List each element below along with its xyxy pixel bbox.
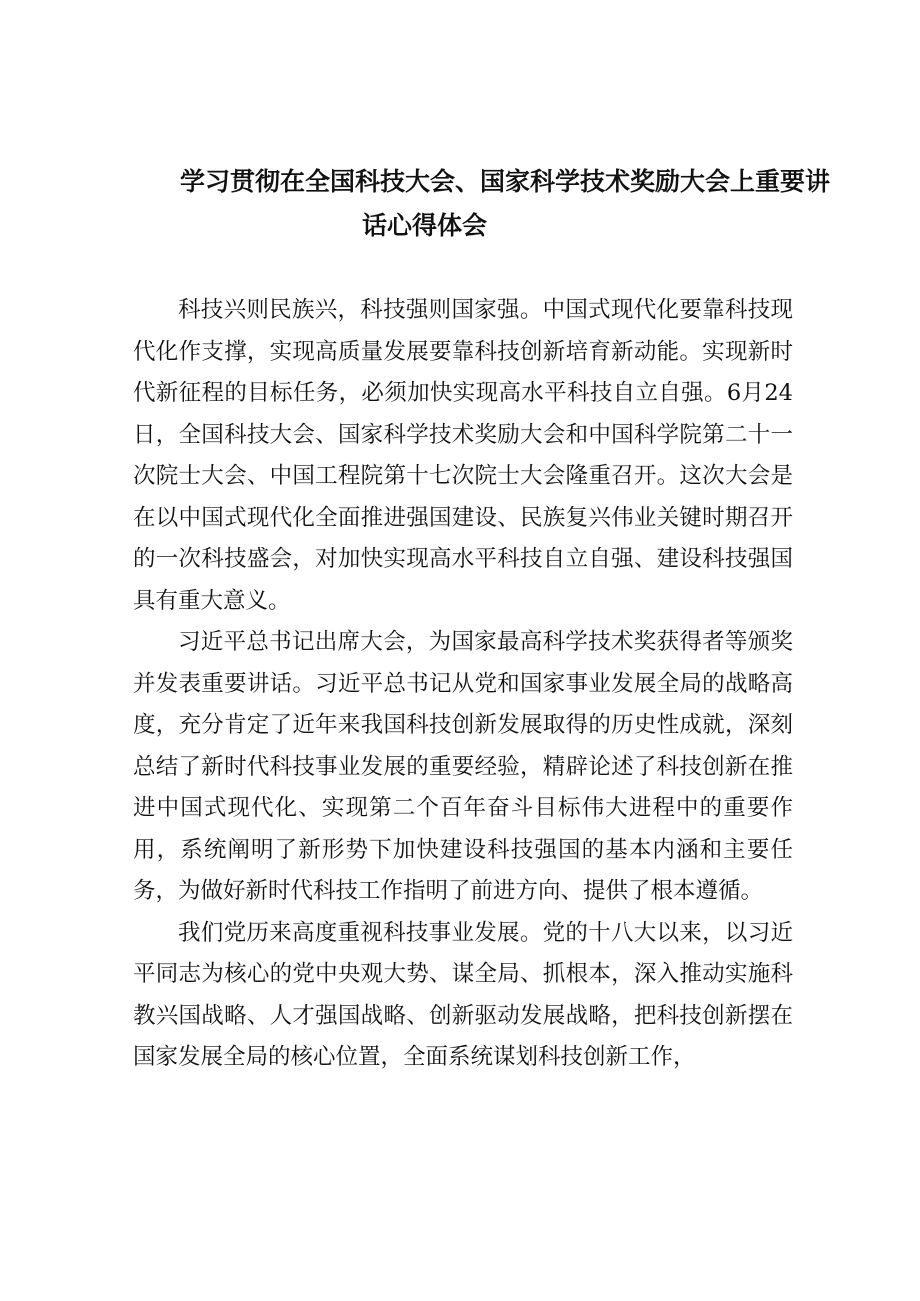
paragraph-3: 我们党历来高度重视科技事业发展。党的十八大以来，以习近平同志为核心的党中央观大势、谋全局、抓根本，深入推动实施科教兴国战略、人才强国战略、创新驱动发展战略，把科技创新摆在国家发展全局的核心位置，全面系统谋划科技创新工作，: [133, 919, 793, 1070]
title-line-1: 学习贯彻在全国科技大会、国家科学技术奖励大会上重要讲: [180, 167, 831, 196]
title-line-2: 话心得体会: [362, 211, 488, 240]
paragraph-2: 习近平总书记出席大会，为国家最高科学技术奖获得者等颁奖并发表重要讲话。习近平总书记从党和国家事业发展全局的战略高度，充分肯定了近年来我国科技创新发展取得的历史性成就，深刻总结了新时代科技事业发展的重要经验，精辟论述了科技创新在推进中国式现代化、实现第二个百年奋斗目标伟大进程中的重要作用，系统阐明了新形势下加快建设科技强国的基本内涵和主要任务，为做好新时代科技工作指明了前进方向、提供了根本遵循。: [133, 629, 793, 904]
document-body: [133, 290, 793, 1079]
document-title: [180, 160, 831, 248]
paragraph-1: 科技兴则民族兴，科技强则国家强。中国式现代化要靠科技现代化作支撑，实现高质量发展要靠科技创新培育新动能。实现新时代新征程的目标任务，必须加快实现高水平科技自立自强。6月24日，全国科技大会、国家科学技术奖励大会和中国科学院第二十一次院士大会、中国工程院第十七次院士大会隆重召开。这次大会是在以中国式现代化全面推进强国建设、民族复兴伟业关键时期召开的一次科技盛会，对加快实现高水平科技自立自强、建设科技强国具有重大意义。: [133, 297, 793, 614]
